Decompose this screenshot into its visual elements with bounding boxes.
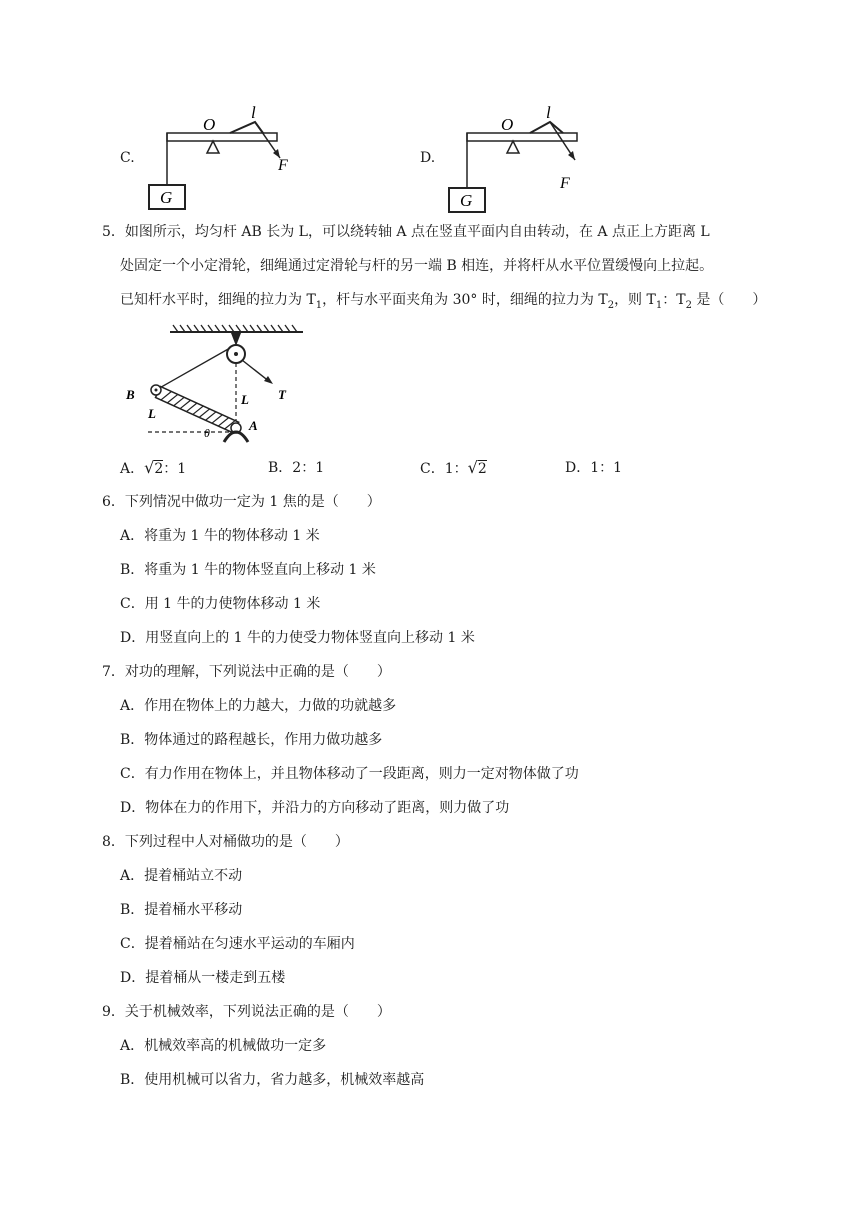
pulley-rod-figure — [118, 322, 318, 447]
label-l: l — [546, 103, 551, 122]
q9-option-a: A．机械效率高的机械做功一定多 — [120, 1038, 327, 1054]
q6-option-b: B．将重为 1 牛的物体竖直向上移动 1 米 — [120, 562, 376, 578]
label-A: A — [249, 418, 258, 433]
q9-stem: 9．关于机械效率，下列说法正确的是（ ） — [102, 1004, 391, 1020]
q8-option-c: C．提着桶站在匀速水平运动的车厢内 — [120, 936, 355, 952]
label-O: O — [203, 115, 216, 134]
label-L-rope: L — [241, 392, 249, 407]
q7-option-d: D．物体在力的作用下，并沿力的方向移动了距离，则力做了功 — [120, 800, 510, 816]
q8-option-a: A．提着桶站立不动 — [120, 868, 243, 884]
q7-stem: 7．对功的理解，下列说法中正确的是（ ） — [102, 664, 391, 680]
option-label: D. — [420, 150, 436, 166]
question-text: 如图所示，均匀杆 AB 长为 L，可以绕转轴 A 点在竖直平面内自由转动，在 A 点正上方距离 L — [124, 224, 710, 240]
q8-stem: 8．下列过程中人对桶做功的是（ ） — [102, 834, 349, 850]
q5-line-2: 处固定一个小定滑轮，细绳通过定滑轮与杆的另一端 B 相连，并将杆从水平位置缓慢向上拉起。 — [120, 258, 714, 274]
q5-option-b: B．2：1 — [268, 460, 325, 476]
q9-option-b: B．使用机械可以省力，省力越多，机械效率越高 — [120, 1072, 425, 1088]
lever-figure-d — [445, 100, 620, 215]
q5-option-d: D．1：1 — [565, 460, 623, 476]
label-L-rod: L — [148, 406, 156, 421]
label-G: G — [160, 188, 173, 207]
q6-stem: 6．下列情况中做功一定为 1 焦的是（ ） — [102, 494, 381, 510]
label-O: O — [501, 115, 514, 134]
label-B: B — [126, 387, 135, 402]
sqrt-symbol: √ — [144, 458, 155, 477]
question-number: 5． — [102, 224, 125, 240]
q7-option-a: A．作用在物体上的力越大，力做的功就越多 — [120, 698, 397, 714]
q5-option-c: C．1：√2 — [420, 458, 487, 477]
q4-option-c — [120, 100, 320, 215]
q4-option-d — [420, 100, 620, 215]
lever-figure-c — [145, 100, 320, 215]
q5-option-a: A．√2：1 — [120, 458, 187, 477]
q6-option-d: D．用竖直向上的 1 牛的力使受力物体竖直向上移动 1 米 — [120, 630, 475, 646]
q8-option-b: B．提着桶水平移动 — [120, 902, 243, 918]
label-F: F — [278, 157, 288, 174]
q6-option-c: C．用 1 牛的力使物体移动 1 米 — [120, 596, 321, 612]
label-F: F — [560, 175, 570, 192]
q8-option-d: D．提着桶从一楼走到五楼 — [120, 970, 286, 986]
label-theta: θ — [204, 426, 210, 440]
q5-line-3: 已知杆水平时，细绳的拉力为 $T_1$，杆与水平面夹角为 30° 时，细绳的拉力为 $T_2$，则 $T_1$：$T_2$ 是（ ） — [120, 292, 767, 311]
q6-option-a: A．将重为 1 牛的物体移动 1 米 — [120, 528, 320, 544]
option-label: C. — [120, 150, 135, 166]
sqrt-symbol: √ — [467, 458, 478, 477]
q5-line-1 — [102, 222, 710, 242]
label-l: l — [251, 103, 256, 122]
q7-option-b: B．物体通过的路程越长，作用力做功越多 — [120, 732, 383, 748]
label-G: G — [460, 191, 473, 210]
label-T: T — [278, 387, 286, 402]
q7-option-c: C．有力作用在物体上，并且物体移动了一段距离，则力一定对物体做了功 — [120, 766, 579, 782]
